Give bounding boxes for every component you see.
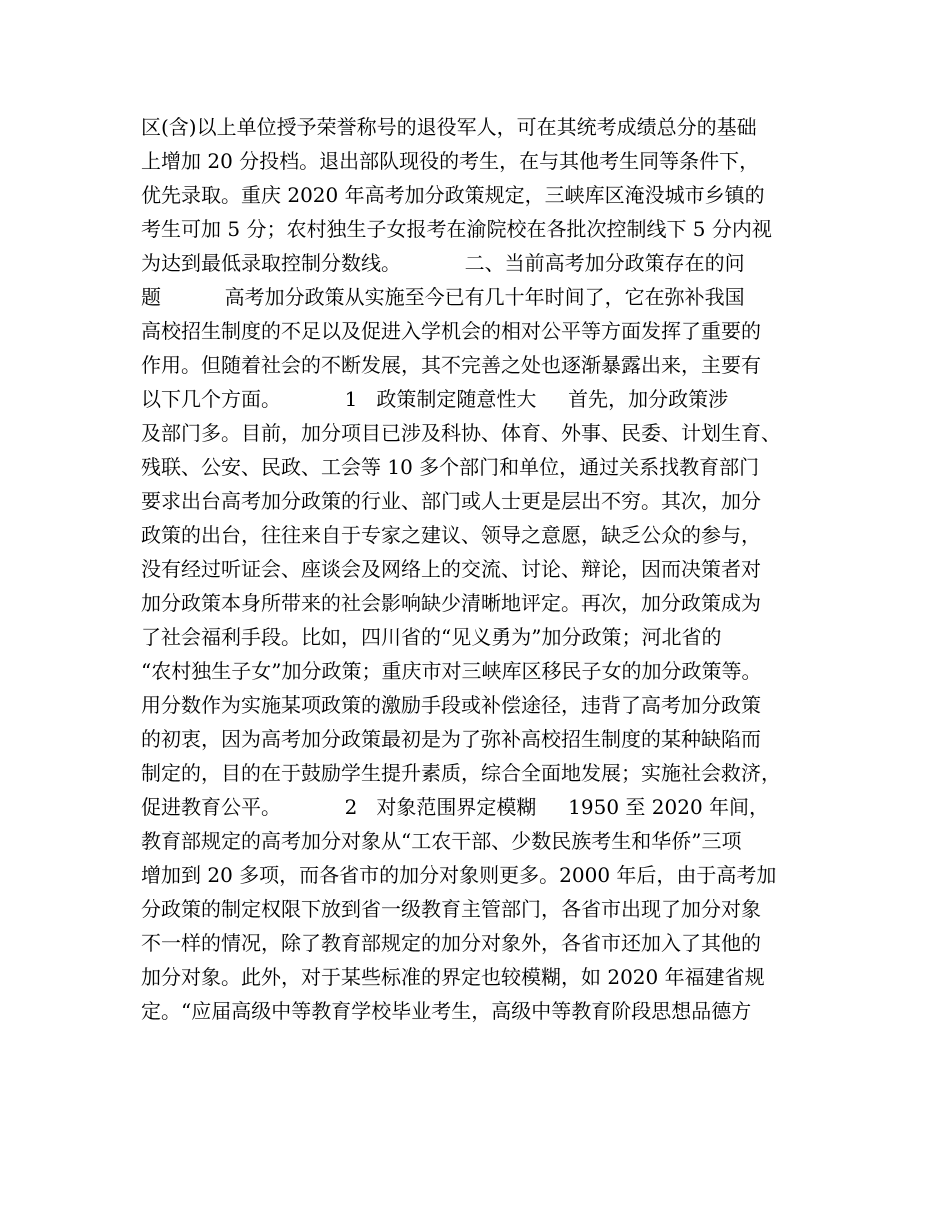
text-line: 作用。但随着社会的不断发展，其不完善之处也逐渐暴露出来，主要有 [141,353,761,377]
text-line: 了社会福利手段。比如，四川省的“见义勇为”加分政策；河北省的 [141,625,722,649]
text-line: 上增加 20 分投档。退出部队现役的考生，在与其他考生同等条件下， [141,149,760,173]
text-line: 优先录取。重庆 2020 年高考加分政策规定，三峡库区淹没城市乡镇的 [141,183,765,207]
text-line: 区(含)以上单位授予荣誉称号的退役军人，可在其统考成绩总分的基础 [141,115,757,139]
text-line: 以下几个方面。 1 政策制定随意性大 首先，加分政策涉 [141,387,729,411]
text-line: 用分数作为实施某项政策的激励手段或补偿途径，违背了高考加分政策 [141,693,761,717]
text-line: 加分对象。此外，对于某些标准的界定也较模糊，如 2020 年福建省规 [141,965,765,989]
text-line: 为达到最低录取控制分数线。 二、当前高考加分政策存在的问 [141,251,745,275]
text-line: 及部门多。目前，加分项目已涉及科协、体育、外事、民委、计划生育、 [141,421,781,445]
text-line: 的初衷，因为高考加分政策最初是为了弥补高校招生制度的某种缺陷而 [141,727,761,751]
body-text [141,110,841,1028]
text-line: 加分政策本身所带来的社会影响缺少清晰地评定。再次，加分政策成为 [141,591,761,615]
text-line: 考生可加 5 分；农村独生子女报考在渝院校在各批次控制线下 5 分内视 [141,217,772,241]
text-line: 残联、公安、民政、工会等 10 多个部门和单位，通过关系找教育部门 [141,455,760,479]
text-line: 没有经过听证会、座谈会及网络上的交流、讨论、辩论，因而决策者对 [141,557,761,581]
text-line: 促进教育公平。 2 对象范围界定模糊 1950 至 2020 年间， [141,795,770,819]
text-line: 高校招生制度的不足以及促进入学机会的相对公平等方面发挥了重要的 [141,319,761,343]
text-line: 增加到 20 多项，而各省市的加分对象则更多。2000 年后，由于高考加 [141,863,777,887]
text-line: 分政策的制定权限下放到省一级教育主管部门，各省市出现了加分对象 [141,897,761,921]
text-line: 教育部规定的高考加分对象从“工农干部、少数民族考生和华侨”三项 [141,829,742,853]
text-line: 要求出台高考加分政策的行业、部门或人士更是层出不穷。其次，加分 [141,489,761,513]
text-line: 不一样的情况，除了教育部规定的加分对象外，各省市还加入了其他的 [141,931,761,955]
text-line: 题 高考加分政策从实施至今已有几十年时间了，它在弥补我国 [141,285,745,309]
text-line: 政策的出台，往往来自于专家之建议、领导之意愿，缺乏公众的参与， [141,523,761,547]
text-line: 定。“应届高级中等教育学校毕业考生，高级中等教育阶段思想品德方 [141,999,752,1023]
text-line: “农村独生子女”加分政策；重庆市对三峡库区移民子女的加分政策等。 [141,659,762,683]
text-line: 制定的，目的在于鼓励学生提升素质，综合全面地发展；实施社会救济， [141,761,781,785]
